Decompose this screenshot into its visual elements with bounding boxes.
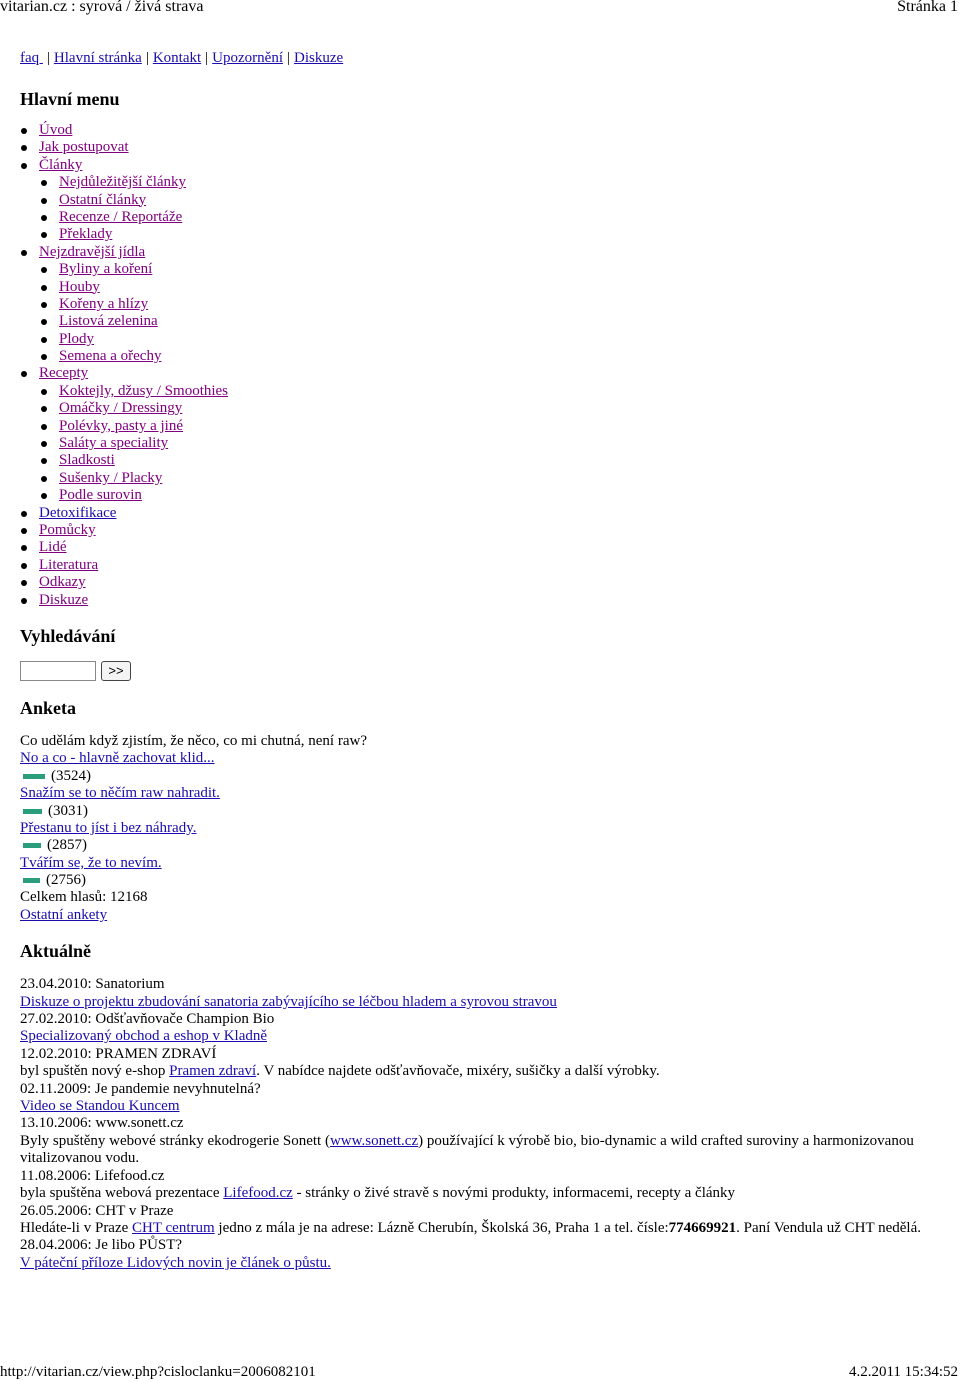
- submenu-item: [20, 279, 940, 296]
- news-body: [20, 1255, 940, 1272]
- news-date-title: 12.02.2010: PRAMEN ZDRAVÍ: [20, 1045, 217, 1062]
- top-navigation: [20, 50, 940, 70]
- poll-option-link[interactable]: Přestanu to jíst i bez náhrady.: [20, 819, 197, 836]
- menu-link[interactable]: Články: [39, 156, 83, 173]
- news-link[interactable]: Video se Standou Kuncem: [20, 1098, 180, 1115]
- news-body: [20, 1185, 940, 1202]
- poll: [20, 733, 940, 924]
- news-body: [20, 1063, 940, 1080]
- search-input[interactable]: [20, 661, 96, 681]
- submenu-item: [20, 348, 940, 365]
- menu-link[interactable]: Diskuze: [39, 591, 89, 608]
- poll-option-link[interactable]: No a co - hlavně zachovat klid...: [20, 750, 215, 767]
- nav-separator: |: [145, 50, 149, 66]
- submenu-item: [20, 418, 940, 435]
- submenu-item: [20, 209, 940, 226]
- nav-separator: |: [286, 50, 290, 66]
- nav-separator: |: [205, 50, 209, 66]
- submenu-item: [20, 331, 940, 348]
- submenu-item: [20, 192, 940, 209]
- nav-link[interactable]: Upozornění: [212, 50, 283, 66]
- submenu-item: [20, 174, 940, 191]
- submenu-item: [20, 452, 940, 469]
- menu-link[interactable]: Semena a ořechy: [59, 348, 162, 365]
- submenu-item: [20, 296, 940, 313]
- news-date-title: 26.05.2006: CHT v Praze: [20, 1202, 174, 1219]
- news-date-title: 11.08.2006: Lifefood.cz: [20, 1167, 165, 1184]
- menu-link[interactable]: Omáčky / Dressingy: [59, 400, 183, 417]
- submenu-item: [20, 383, 940, 400]
- menu-link[interactable]: Byliny a koření: [59, 261, 153, 278]
- submenu-item: [20, 435, 940, 452]
- news-date-title: 13.10.2006: www.sonett.cz: [20, 1115, 184, 1132]
- news-text: ) používající k výrobě bio, bio-dynamic a wild crafted suroviny a harmonizovanou vitalizovanou vodu.: [20, 1132, 914, 1167]
- news-text: byl spuštěn nový e-shop: [20, 1063, 170, 1080]
- menu-link[interactable]: Odkazy: [39, 574, 86, 591]
- news-date-title: 02.11.2009: Je pandemie nevyhnutelná?: [20, 1080, 261, 1097]
- news-link[interactable]: www.sonett.cz: [329, 1132, 419, 1149]
- poll-option-count: (3524): [51, 767, 91, 784]
- main-menu: [20, 122, 940, 609]
- menu-link[interactable]: Recepty: [39, 365, 89, 382]
- poll-result-bar: [23, 809, 42, 814]
- main-menu-heading: Hlavní menu: [20, 89, 120, 109]
- search-form: [20, 661, 940, 683]
- menu-link[interactable]: Jak postupovat: [39, 139, 129, 156]
- news-link[interactable]: Diskuze o projektu zbudování sanatoria zabývajícího se léčbou hladem a syrovou stravou: [20, 993, 557, 1010]
- menu-item: [20, 365, 940, 382]
- news-body: [20, 1220, 940, 1237]
- menu-link[interactable]: Pomůcky: [39, 521, 96, 538]
- page-content: [20, 50, 940, 1272]
- poll-result-bar: [23, 774, 45, 779]
- menu-link[interactable]: Nejzdravější jídla: [39, 243, 146, 260]
- nav-link[interactable]: Hlavní stránka: [53, 50, 142, 66]
- submenu-item: [20, 226, 940, 243]
- menu-item: [20, 122, 940, 139]
- menu-item: [20, 139, 940, 156]
- news-link[interactable]: Lifefood.cz: [223, 1185, 293, 1202]
- footer-timestamp: 4.2.2011 15:34:52: [848, 1364, 958, 1380]
- menu-link[interactable]: Listová zelenina: [59, 313, 158, 330]
- menu-link[interactable]: Lidé: [39, 539, 67, 556]
- menu-item: [20, 244, 940, 261]
- menu-link[interactable]: Nejdůležitější články: [59, 174, 187, 191]
- news-body: [20, 1098, 940, 1115]
- submenu-item: [20, 487, 940, 504]
- menu-link[interactable]: Úvod: [39, 122, 73, 138]
- menu-link[interactable]: Sušenky / Placky: [59, 469, 163, 486]
- menu-link[interactable]: Detoxifikace: [39, 504, 117, 521]
- news-date-title: 27.02.2010: Odšťavňovače Champion Bio: [20, 1011, 275, 1028]
- menu-link[interactable]: Podle surovin: [59, 487, 142, 504]
- menu-link[interactable]: Ostatní články: [59, 191, 147, 208]
- news-text: - stránky o živé stravě s novými produkty, informacemi, recepty a články: [292, 1185, 736, 1202]
- search-submit-button[interactable]: >>: [101, 661, 131, 681]
- poll-total: Celkem hlasů: 12168: [20, 889, 148, 906]
- news-link[interactable]: CHT centrum: [132, 1219, 215, 1236]
- news-date-title: 28.04.2006: Je libo PŮST?: [20, 1237, 183, 1254]
- menu-item: [20, 157, 940, 174]
- menu-link[interactable]: Překlady: [59, 226, 113, 243]
- news-link[interactable]: Pramen zdraví: [169, 1063, 257, 1080]
- print-header: [0, 0, 960, 16]
- poll-option-count: (2756): [46, 872, 86, 889]
- submenu-item: [20, 261, 940, 278]
- search-heading: Vyhledávání: [20, 625, 116, 646]
- news-text: . V nabídce najdete odšťavňovače, mixéry, sušičky a další výrobky.: [256, 1063, 660, 1080]
- menu-link[interactable]: Literatura: [39, 556, 99, 573]
- menu-item: [20, 574, 940, 591]
- header-page-number: Stránka 1: [897, 0, 958, 15]
- nav-link[interactable]: Kontakt: [152, 50, 202, 66]
- menu-item: [20, 522, 940, 539]
- menu-item: [20, 505, 940, 522]
- menu-link[interactable]: Recenze / Reportáže: [59, 208, 183, 225]
- poll-result-bar: [23, 843, 41, 848]
- menu-link[interactable]: Koktejly, džusy / Smoothies: [59, 382, 229, 399]
- menu-link[interactable]: Sladkosti: [59, 452, 115, 469]
- news-text: Hledáte-li v Praze: [20, 1219, 133, 1236]
- menu-item: [20, 592, 940, 609]
- submenu-item: [20, 400, 940, 417]
- poll-option-link[interactable]: Snažím se to něčím raw nahradit.: [20, 785, 220, 802]
- nav-link[interactable]: faq: [20, 50, 43, 66]
- news-body: [20, 1133, 940, 1168]
- submenu-item: [20, 470, 940, 487]
- news-text: jedno z mála je na adrese: Lázně Cherubín, Školská 36, Praha 1 a tel. čísle:: [214, 1219, 669, 1236]
- menu-item: [20, 557, 940, 574]
- news-body: [20, 994, 940, 1011]
- submenu-item: [20, 313, 940, 330]
- news-link[interactable]: V páteční příloze Lidových novin je článek o půstu.: [20, 1254, 331, 1271]
- news-body: [20, 1028, 940, 1045]
- nav-link[interactable]: Diskuze: [294, 50, 344, 66]
- news-list: [20, 976, 940, 1272]
- menu-link[interactable]: Houby: [59, 278, 100, 295]
- menu-link[interactable]: Polévky, pasty a jiné: [59, 417, 184, 434]
- news-link[interactable]: Specializovaný obchod a eshop v Kladně: [20, 1028, 268, 1045]
- poll-question: Co udělám když zjistím, že něco, co mi chutná, není raw?: [20, 732, 367, 749]
- other-polls-link[interactable]: Ostatní ankety: [20, 906, 108, 923]
- news-text: Byly spuštěny webové stránky ekodrogerie Sonett (: [20, 1132, 330, 1149]
- poll-result-bar: [23, 878, 40, 883]
- news-phone-number: 774669921: [668, 1219, 737, 1236]
- poll-option-count: (3031): [48, 802, 88, 819]
- nav-separator: |: [46, 50, 50, 66]
- news-heading: Aktuálně: [20, 941, 92, 962]
- menu-link[interactable]: Saláty a speciality: [59, 435, 169, 452]
- news-text: . Paní Vendula už CHT nedělá.: [736, 1219, 921, 1236]
- news-text: byla spuštěna webová prezentace: [20, 1185, 224, 1202]
- poll-option-link[interactable]: Tvářím se, že to nevím.: [20, 854, 162, 871]
- menu-item: [20, 539, 940, 556]
- menu-link[interactable]: Plody: [59, 330, 95, 347]
- poll-heading: Anketa: [20, 697, 77, 718]
- poll-option-count: (2857): [47, 837, 87, 854]
- menu-link[interactable]: Kořeny a hlízy: [59, 295, 149, 312]
- header-site-title: vitarian.cz : syrová / živá strava: [0, 0, 204, 15]
- news-date-title: 23.04.2010: Sanatorium: [20, 976, 165, 993]
- print-footer: [0, 1364, 960, 1382]
- footer-url: http://vitarian.cz/view.php?cisloclanku=2006082101: [0, 1364, 316, 1380]
